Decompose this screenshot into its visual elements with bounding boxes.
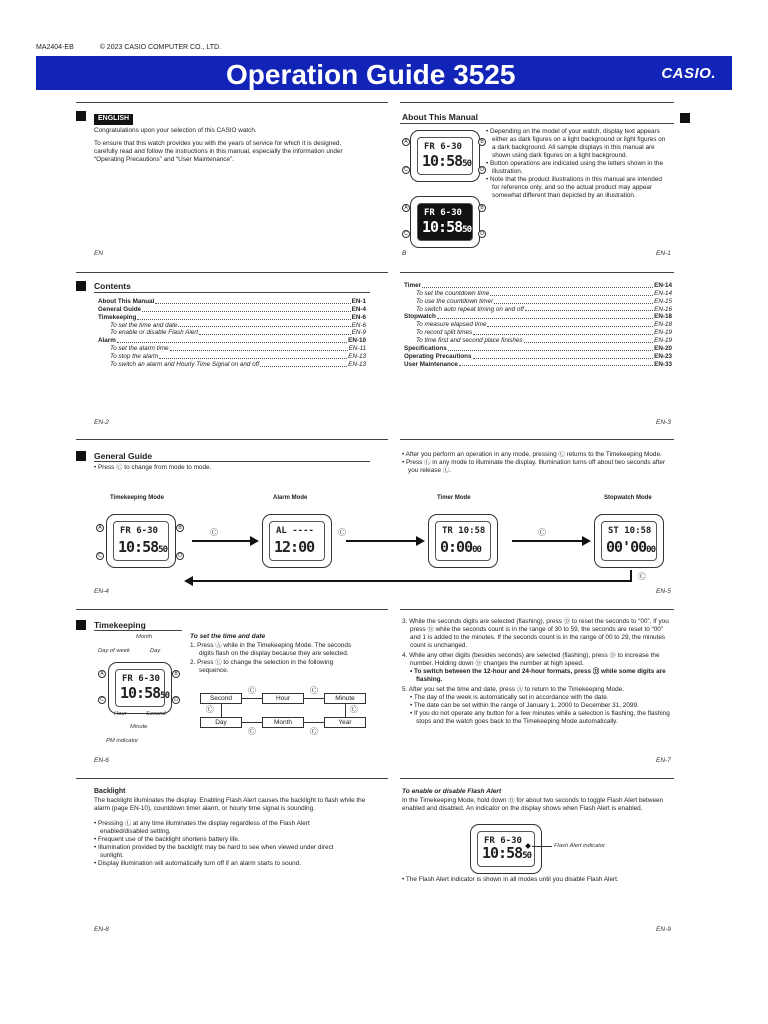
page-number: EN-3 — [656, 419, 671, 426]
toc-entry — [404, 329, 672, 337]
toc-leader — [525, 306, 653, 312]
watch-stop-main: 00'0000 — [606, 538, 655, 557]
mode-label-stopwatch: Stopwatch Mode — [604, 495, 652, 501]
toc-page: EN-18 — [654, 313, 672, 321]
c-button-icon: Ⓒ — [248, 727, 256, 736]
button-d-icon: D — [478, 230, 486, 238]
toc-entry — [404, 306, 672, 314]
toc-entry — [98, 329, 366, 337]
step-5-bullet: • If you do not operate any button for a few minutes while a selection is flashing, the flashing stops and the watch goes back to the Timekeeping Mode automatically. — [410, 710, 674, 726]
toc-entry — [404, 282, 672, 290]
mode-label-timer: Timer Mode — [437, 495, 471, 501]
c-button-icon: Ⓒ — [310, 727, 318, 736]
toc-label: To switch auto repeat timing on and off — [416, 305, 524, 313]
mode-label-alarm: Alarm Mode — [273, 495, 308, 501]
toc-leader — [490, 290, 653, 296]
step: 1. Press Ⓐ while in the Timekeeping Mode. The seconds digits flash on the display because they are selected. — [190, 642, 352, 657]
title-banner — [36, 56, 732, 90]
header-meta — [36, 44, 245, 53]
label-day-of-week: Day of week — [98, 648, 130, 654]
copyright: © 2023 CASIO COMPUTER CO., LTD. — [99, 44, 222, 51]
toc-leader — [473, 353, 654, 359]
flow-month: Month — [262, 717, 304, 728]
divider — [400, 609, 674, 610]
toc-entry — [98, 322, 366, 330]
divider — [76, 439, 388, 440]
watch-time: 10:5850 — [120, 684, 169, 703]
toc-label: To record split times — [416, 329, 473, 337]
backlight-bullet: • Illumination provided by the backlight may be hard to see when viewed under direct sunlight. — [94, 844, 356, 860]
page-number: EN-7 — [656, 757, 671, 764]
toc-entry — [98, 337, 366, 345]
step: 2. Press Ⓒ to change the selection in the following sequence. — [190, 659, 334, 674]
toc-label: To measure elapsed time — [416, 321, 487, 329]
general-bullet: • Press Ⓛ in any mode to illuminate the display. Illumination turns off about two seconds after you release Ⓛ. — [402, 459, 672, 475]
toc-label: General Guide — [98, 305, 142, 313]
watch-time: 10:5850 — [422, 152, 471, 171]
step-5-bullet: • The date can be set within the range of January 1, 2000 to December 31, 2099. — [410, 702, 674, 710]
toc-label: To set the time and date — [110, 321, 178, 329]
page-number: EN-6 — [94, 757, 109, 764]
general-heading: General Guide — [94, 451, 153, 461]
toc-entry — [404, 298, 672, 306]
timekeeping-heading: Timekeeping — [94, 620, 146, 630]
toc-entry — [98, 353, 366, 361]
toc-leader — [170, 345, 348, 351]
about-heading: About This Manual — [402, 112, 479, 122]
watch-alarm-mode — [262, 514, 332, 568]
watch-illustration-dark — [410, 196, 480, 248]
toc-page: EN-10 — [348, 337, 366, 345]
label-pm-indicator: PM indicator — [106, 738, 139, 744]
divider — [400, 123, 674, 124]
divider — [400, 272, 674, 273]
watch-alarm-time: 12:00 — [274, 538, 315, 557]
toc-page: EN-9 — [351, 329, 366, 337]
watch-timekeeping-diagram — [108, 662, 172, 714]
button-a-icon: A — [402, 204, 410, 212]
page-number: EN-8 — [94, 926, 109, 933]
general-bullets-left — [94, 464, 374, 472]
toc-leader — [448, 345, 653, 351]
button-b-icon: B — [172, 670, 180, 678]
step-4-bullet: • To switch between the 12-hour and 24-hour formats, press Ⓓ while some digits are flashing. — [410, 668, 674, 684]
toc-leader — [178, 322, 350, 328]
toc-page: EN-15 — [654, 297, 672, 305]
section-marker-icon — [76, 281, 86, 291]
flow-year: Year — [324, 717, 366, 728]
general-bullet: • After you perform an operation in any mode, pressing Ⓒ returns to the Timekeeping Mode. — [402, 451, 672, 459]
toc-page: EN-14 — [654, 282, 672, 289]
watch-alarm-top: AL ---- — [276, 526, 314, 536]
toc-label: Timekeeping — [98, 313, 137, 321]
flash-alert-paragraph: In the Timekeeping Mode, hold down Ⓑ for about two seconds to toggle Flash Alert between enabled and disabled. An indicator on the display shows when Flash Alert is enabled. — [402, 797, 664, 812]
toc-leader — [142, 306, 351, 312]
contents-heading: Contents — [94, 281, 131, 291]
divider — [76, 609, 388, 610]
divider — [400, 439, 674, 440]
toc-leader — [524, 337, 654, 343]
flow-connector — [345, 704, 346, 717]
toc-entry — [98, 314, 366, 322]
c-button-icon: Ⓒ — [338, 528, 346, 537]
flash-alert-bullets — [402, 876, 674, 884]
divider — [76, 102, 388, 103]
toc-label: Specifications — [404, 344, 447, 352]
mode-arrow — [512, 540, 584, 542]
about-bullet: • Button operations are indicated using the letters shown in the illustration. — [486, 160, 670, 176]
toc-page: EN-1 — [351, 298, 366, 305]
toc-page: EN-16 — [654, 305, 672, 313]
step-3: 3. While the seconds digits are selected (flashing), press Ⓓ to reset the seconds to “00”. If you press Ⓓ while the seconds count is in the range of 30 to 59, the seconds are reset to “00” and 1 is added to the minutes. If the seconds count is in the range of 00 to 29, the minutes count is unchanged. — [402, 618, 669, 649]
language-tag: ENGLISH — [94, 114, 133, 125]
label-day: Day — [150, 648, 161, 654]
indicator-leader-line — [532, 846, 552, 847]
toc-leader — [487, 321, 653, 327]
toc-entry — [404, 345, 672, 353]
toc-page: EN-11 — [348, 345, 366, 353]
step-4: 4. While any other digits (besides seconds) are selected (flashing), press Ⓓ to increase the number. Holding down Ⓓ changes the number at high speed. — [402, 652, 660, 667]
toc-leader — [117, 337, 347, 343]
button-c-icon: C — [402, 230, 410, 238]
step-5: 5. After you set the time and date, press Ⓐ to return to the Timekeeping Mode. — [402, 686, 625, 693]
toc-label: Timer — [404, 282, 422, 289]
about-bullet: • Depending on the model of your watch, display text appears either as dark figures on a light background or light figures on a dark background. All sample displays in this manual are shown using dark figures on a light background. — [486, 128, 670, 160]
toc-entry — [98, 306, 366, 314]
flash-alert-title: To enable or disable Flash Alert — [402, 788, 502, 795]
toc-entry — [404, 337, 672, 345]
toc-leader — [437, 313, 653, 319]
flow-second: Second — [200, 693, 242, 704]
watch-stopwatch-mode — [594, 514, 664, 568]
backlight-paragraph: The backlight illuminates the display. Enabling Flash Alert causes the backlight to flash while the alarm (page EN-10), countdown timer alarm, or hourly time signal is sounding. — [94, 797, 366, 812]
flash-alert-indicator-label: Flash Alert indicator — [554, 843, 606, 849]
toc-label: User Maintenance — [404, 360, 458, 368]
toc-label: About This Manual — [98, 298, 155, 305]
c-button-icon: Ⓒ — [350, 705, 358, 714]
c-button-icon: Ⓒ — [538, 528, 546, 537]
about-bullet: • Note that the product illustrations in this manual are intended for reference only, and so the actual product may appear somewhat different than depicted by an illustration. — [486, 176, 670, 200]
toc-entry — [404, 353, 672, 361]
watch-date: FR 6-30 — [122, 674, 160, 684]
mode-label-timekeeping: Timekeeping Mode — [110, 495, 164, 501]
watch-date: FR 6-30 — [424, 208, 462, 218]
mode-arrow — [192, 540, 252, 542]
toc-page: EN-18 — [654, 321, 672, 329]
divider — [400, 778, 674, 779]
label-second: Second — [146, 711, 166, 717]
watch-time: 10:5850 — [482, 844, 531, 863]
button-b-icon: B — [478, 138, 486, 146]
arrowhead-icon — [582, 536, 591, 546]
divider — [76, 778, 388, 779]
page-number: EN — [94, 250, 104, 257]
section-marker-icon — [680, 113, 690, 123]
divider — [400, 102, 674, 103]
flow-connector — [304, 698, 324, 699]
toc-page: EN-33 — [654, 360, 672, 368]
button-c-icon: C — [96, 552, 104, 560]
watch-timer-main: 0:0000 — [440, 538, 481, 557]
arrowhead-icon — [250, 536, 259, 546]
toc-label: To set the countdown time — [416, 289, 490, 297]
button-b-icon: B — [478, 204, 486, 212]
backlight-bullets — [94, 820, 356, 868]
toc-label: Operating Precautions — [404, 352, 472, 360]
arrowhead-left-icon — [184, 576, 193, 586]
toc-leader — [159, 353, 347, 359]
c-button-icon: Ⓒ — [248, 686, 256, 695]
toc-page: EN-6 — [351, 321, 366, 329]
flow-minute: Minute — [324, 693, 366, 704]
toc-label: To set the alarm time — [110, 345, 169, 353]
toc-page: EN-19 — [654, 329, 672, 337]
button-a-icon: A — [96, 524, 104, 532]
c-button-icon: Ⓒ — [638, 572, 646, 581]
doc-code: MA2404-EB — [36, 44, 74, 51]
toc-leader — [199, 329, 351, 335]
step-4-note — [402, 668, 674, 684]
toc-page: EN-19 — [654, 337, 672, 345]
toc-entry — [404, 313, 672, 321]
divider — [94, 292, 370, 293]
set-time-steps — [190, 642, 360, 676]
toc-label: To use the countdown timer — [416, 297, 494, 305]
set-time-title: To set the time and date — [190, 633, 266, 640]
toc-entry — [404, 290, 672, 298]
step-5-bullets — [402, 694, 674, 726]
toc-left — [98, 298, 366, 369]
label-minute: Minute — [130, 724, 148, 730]
page-number: EN-2 — [94, 419, 109, 426]
label-month: Month — [136, 634, 153, 640]
mode-arrow — [346, 540, 418, 542]
section-marker-icon — [76, 620, 86, 630]
toc-label: To time first and second place finishes — [416, 337, 523, 345]
divider — [94, 461, 370, 462]
flow-connector — [242, 698, 262, 699]
toc-entry — [404, 361, 672, 369]
button-d-icon: D — [176, 552, 184, 560]
general-bullets-right — [402, 451, 672, 475]
page-number: EN-9 — [656, 926, 671, 933]
watch-timer-mode — [428, 514, 498, 568]
watch-timer-top: TR 10:58 — [442, 526, 486, 536]
toc-leader — [459, 361, 653, 367]
toc-label: To enable or disable Flash Alert — [110, 329, 199, 337]
page-title: Operation Guide 3525 — [226, 59, 516, 90]
divider — [76, 272, 388, 273]
toc-entry — [404, 321, 672, 329]
backlight-bullet: • Display illumination will automatically turn off if an alarm starts to sound. — [94, 860, 356, 868]
flash-alert-bullet: • The Flash Alert indicator is shown in all modes until you disable Flash Alert. — [402, 876, 674, 884]
watch-illustration-light — [410, 130, 480, 182]
toc-label: Alarm — [98, 337, 116, 345]
toc-page: EN-6 — [351, 313, 366, 321]
flow-connector — [304, 722, 324, 723]
button-d-icon: D — [478, 166, 486, 174]
toc-leader — [137, 314, 350, 320]
watch-flash-alert — [470, 824, 542, 874]
toc-leader — [473, 329, 653, 335]
toc-right — [404, 282, 672, 368]
toc-leader — [422, 282, 653, 288]
button-a-icon: A — [98, 670, 106, 678]
watch-date: FR 6-30 — [484, 836, 522, 846]
toc-label: Stopwatch — [404, 313, 436, 321]
arrowhead-icon — [416, 536, 425, 546]
flow-hour: Hour — [262, 693, 304, 704]
timekeeping-right-steps — [402, 618, 674, 726]
watch-timekeeping-mode — [106, 514, 176, 568]
toc-label: To stop the alarm — [110, 353, 159, 361]
backlight-bullet: • Frequent use of the backlight shortens battery life. — [94, 836, 356, 844]
toc-entry — [98, 345, 366, 353]
button-d-icon: D — [172, 696, 180, 704]
toc-entry — [98, 298, 366, 306]
backlight-bullet: • Pressing Ⓛ at any time illuminates the display regardless of the Flash Alert enabled/disabled setting. — [94, 820, 356, 836]
page-label-b: B — [402, 250, 407, 257]
c-button-icon: Ⓒ — [206, 705, 214, 714]
toc-page: EN-4 — [351, 305, 366, 313]
flow-connector — [221, 704, 222, 717]
section-marker-icon — [76, 111, 86, 121]
watch-time: 10:5850 — [422, 218, 471, 237]
backlight-heading: Backlight — [94, 788, 126, 795]
intro-p2: To ensure that this watch provides you with the years of service for which it is designed, carefully read and follow the instructions in this manual, especially the information under “Operating Precautions” and “User Maintenance”. — [94, 140, 343, 163]
watch-stop-top: ST 10:58 — [608, 526, 652, 536]
flow-day: Day — [200, 717, 242, 728]
flow-connector — [242, 722, 262, 723]
return-arrow — [192, 580, 632, 582]
toc-page: EN-13 — [348, 353, 366, 361]
step-5-bullet: • The day of the week is automatically set in accordance with the date. — [410, 694, 674, 702]
toc-page: EN-13 — [348, 360, 366, 368]
c-button-icon: Ⓒ — [210, 528, 218, 537]
toc-leader — [494, 298, 653, 304]
general-bullet: • Press Ⓒ to change from mode to mode. — [94, 464, 374, 472]
toc-page: EN-14 — [654, 289, 672, 297]
toc-page: EN-23 — [654, 352, 672, 360]
toc-leader — [155, 298, 350, 304]
label-hour: Hour — [114, 711, 127, 717]
page-number: EN-4 — [94, 588, 109, 595]
toc-leader — [260, 361, 347, 367]
button-c-icon: C — [402, 166, 410, 174]
page-number: EN-1 — [656, 250, 671, 257]
c-button-icon: Ⓒ — [310, 686, 318, 695]
page-number: EN-5 — [656, 588, 671, 595]
about-bullets — [486, 128, 670, 200]
divider — [94, 630, 182, 631]
button-a-icon: A — [402, 138, 410, 146]
toc-page: EN-20 — [654, 344, 672, 352]
watch-date: FR 6-30 — [424, 142, 462, 152]
button-c-icon: C — [98, 696, 106, 704]
toc-label: To switch an alarm and Hourly Time Signal on and off — [110, 360, 260, 368]
casio-logo: CASIO. — [661, 65, 716, 82]
section-marker-icon — [76, 451, 86, 461]
watch-date: FR 6-30 — [120, 526, 158, 536]
button-b-icon: B — [176, 524, 184, 532]
intro-p1: Congratulations upon your selection of this CASIO watch. — [94, 127, 257, 134]
toc-entry — [98, 361, 366, 369]
watch-time: 10:5850 — [118, 538, 167, 557]
